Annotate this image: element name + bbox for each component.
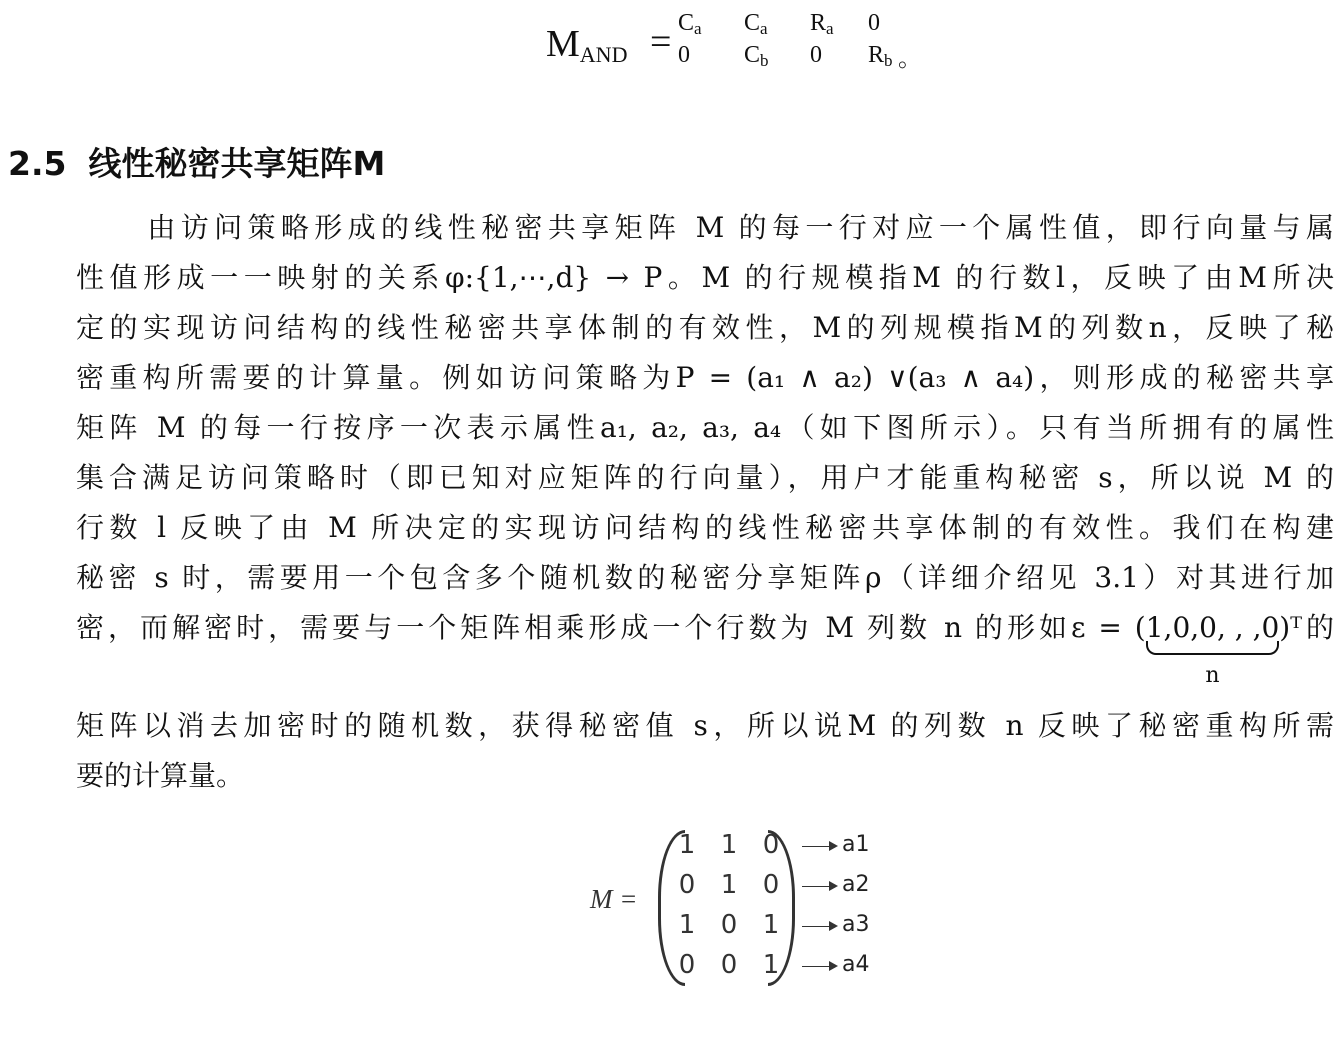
- matrix-cell: 1: [720, 830, 738, 860]
- section-number: 2.5: [8, 144, 67, 183]
- para-line-1: 由访问策略形成的线性秘密共享矩阵 M 的每一行对应一个属性值，即行向量与属: [142, 211, 1334, 244]
- underbrace-vector: 1,0,0, , ,0 n: [1146, 603, 1280, 653]
- matrix-cell: 1: [678, 910, 696, 940]
- para-line-5: 矩阵 M 的每一行按序一次表示属性a₁, a₂, a₃, a₄（如下图所示）。只有当所拥有的属性: [76, 411, 1334, 444]
- mand-cell: $R_b$: [868, 42, 893, 70]
- mand-equals: =: [650, 21, 672, 63]
- mand-cell: $C_a$: [744, 10, 768, 38]
- mand-cell: 0: [810, 42, 822, 68]
- mand-cell: 0: [868, 10, 880, 36]
- arrow-right-icon: [802, 886, 836, 887]
- body-paragraph: [76, 203, 1334, 801]
- section-title: 线性秘密共享矩阵M: [88, 144, 386, 183]
- para-line-6: 集合满足访问策略时（即已知对应矩阵的行向量），用户才能重构秘密 s，所以说 M 的: [76, 461, 1334, 494]
- matrix-cell: 0: [720, 950, 738, 980]
- row-attribute-label: a3: [842, 912, 870, 937]
- row-attribute-label: a2: [842, 872, 870, 897]
- mand-cell: $C_a$: [678, 10, 702, 38]
- matrix-cell: 0: [678, 870, 696, 900]
- arrow-right-icon: [802, 926, 836, 927]
- row-attribute-label: a1: [842, 832, 870, 857]
- para-line-8: 秘密 s 时，需要用一个包含多个随机数的秘密分享矩阵ρ（详细介绍见 3.1）对其进行加: [76, 561, 1334, 594]
- underbrace-label: n: [1205, 663, 1220, 688]
- access-matrix-figure: [590, 828, 910, 988]
- arrow-right-icon: [802, 846, 836, 847]
- para-line-7: 行数 l 反映了由 M 所决定的实现访问结构的线性秘密共享体制的有效性。我们在构建: [76, 511, 1334, 544]
- mand-lhs: $M_{AND}$: [546, 23, 628, 67]
- para-line-10: 矩阵以消去加密时的随机数，获得秘密值 s，所以说M 的列数 n 反映了秘密重构所需: [76, 709, 1334, 742]
- mand-cell: $C_b$: [744, 42, 769, 70]
- mand-cell: $R_a$: [810, 10, 834, 38]
- matrix-cell: 1: [762, 950, 780, 980]
- matrix-cell: 0: [720, 910, 738, 940]
- matrix-cell: 0: [762, 830, 780, 860]
- mand-end-mark: 。: [898, 46, 922, 72]
- para-line-2: 性值形成一一映射的关系φ:{1,⋯,d} → P。M 的行规模指M 的行数l，反映了由M所决: [76, 261, 1334, 294]
- matrix-cell: 0: [678, 950, 696, 980]
- mand-formula: [546, 8, 946, 78]
- para-line-11: 要的计算量。: [76, 759, 245, 792]
- section-heading: [8, 138, 385, 185]
- matrix-cell: 1: [720, 870, 738, 900]
- para-line-9: 密，而解密时，需要与一个矩阵相乘形成一个行数为 M 列数 n 的形如ε = (1,0,0, , ,0 n )ᵀ的: [76, 603, 1334, 701]
- matrix-label: M =: [590, 884, 638, 914]
- para-line-3: 定的实现访问结构的线性秘密共享体制的有效性，M的列规模指M的列数n，反映了秘: [76, 311, 1334, 344]
- matrix-cell: 1: [762, 910, 780, 940]
- mand-cell: 0: [678, 42, 690, 68]
- arrow-right-icon: [802, 966, 836, 967]
- matrix-cell: 1: [678, 830, 696, 860]
- matrix-cell: 0: [762, 870, 780, 900]
- row-attribute-label: a4: [842, 952, 870, 977]
- para-line-4: 密重构所需要的计算量。例如访问策略为P = (a₁ ∧ a₂) ∨(a₃ ∧ a₄)，则形成的秘密共享: [76, 361, 1334, 394]
